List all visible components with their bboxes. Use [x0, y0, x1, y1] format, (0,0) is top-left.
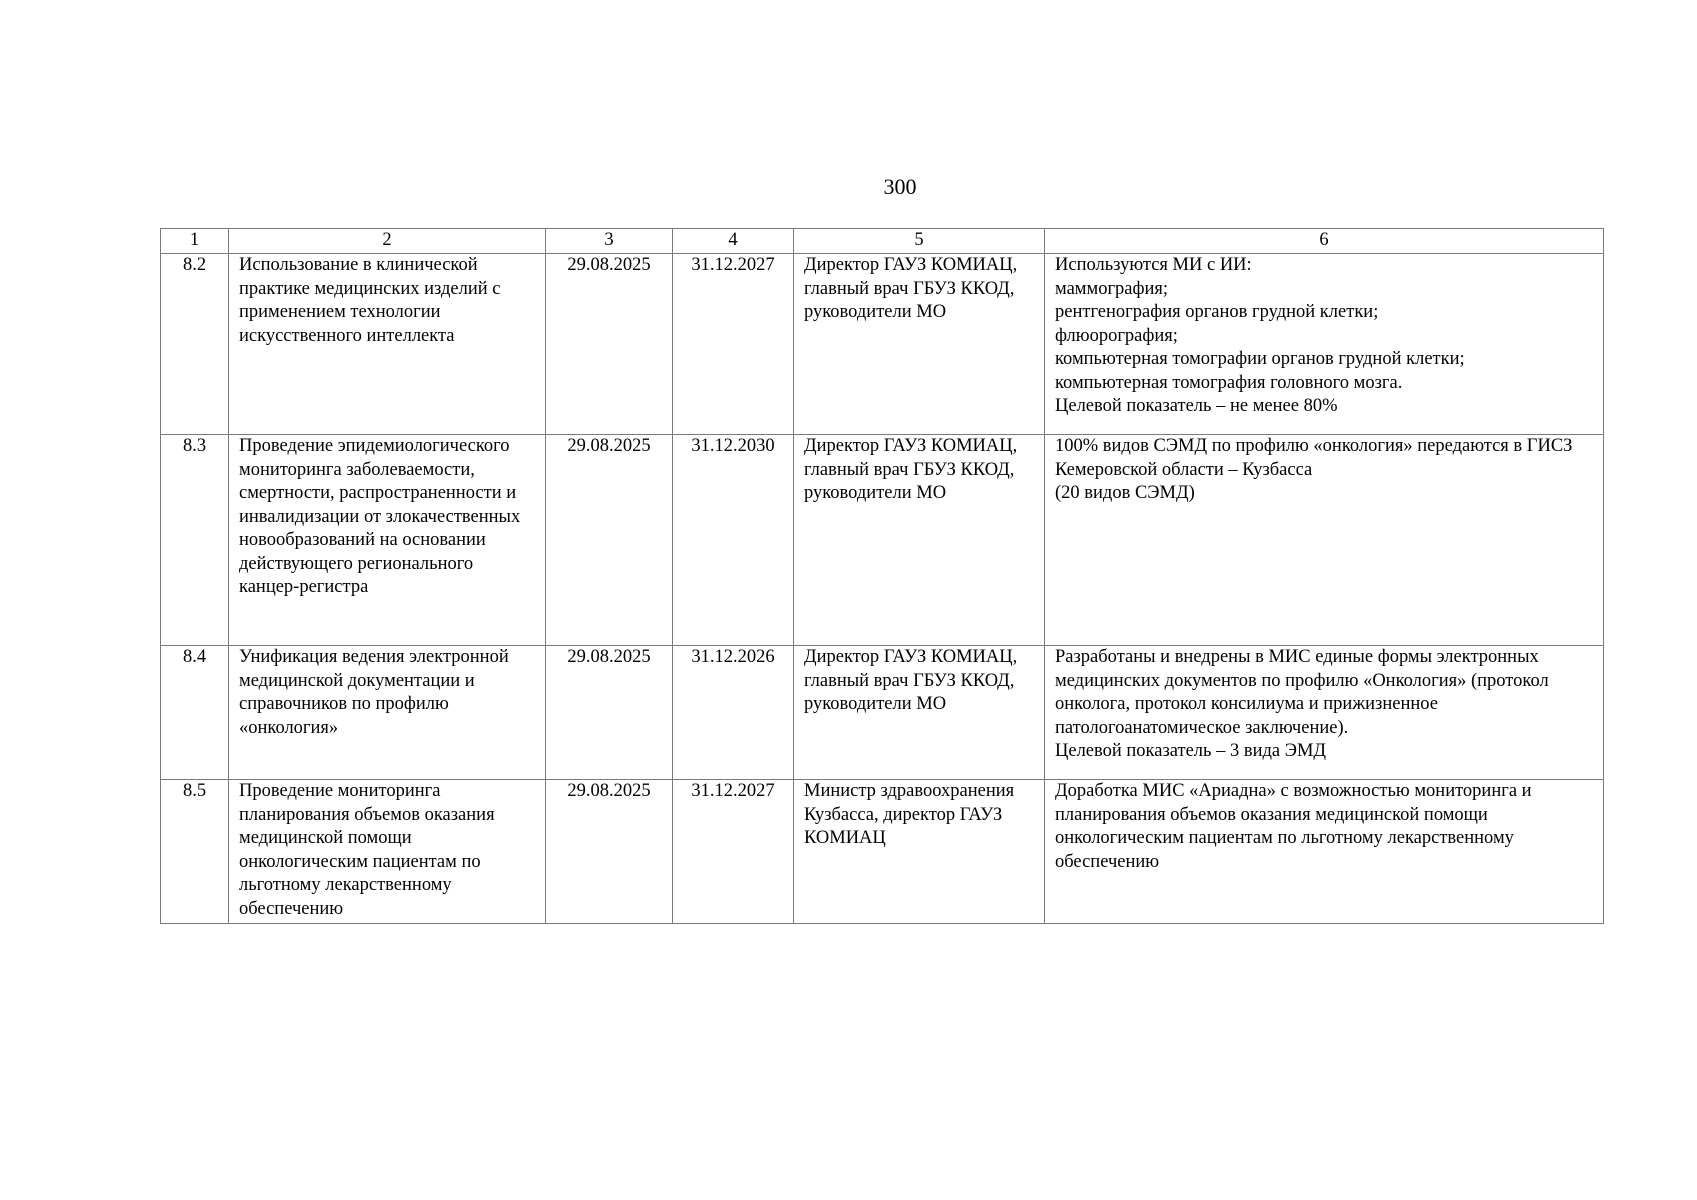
header-cell: 5	[794, 229, 1045, 254]
row-number: 8.2	[161, 254, 229, 435]
result-cell: Разработаны и внедрены в МИС единые формы электронных медицинских документов по профилю «Онкология» (протокол онколога, протокол консилиума и прижизненное патологоанатомическое заключение). Целевой показатель – 3 вида ЭМД	[1045, 646, 1604, 780]
start-date-cell: 29.08.2025	[546, 254, 673, 435]
result-cell: Доработка МИС «Ариадна» с возможностью мониторинга и планирования объемов оказания медицинской помощи онкологическим пациентам по льготному лекарственному обеспечению	[1045, 780, 1604, 924]
row-number: 8.4	[161, 646, 229, 780]
table-row	[161, 646, 1604, 780]
end-date-cell: 31.12.2027	[673, 254, 794, 435]
start-date-cell: 29.08.2025	[546, 646, 673, 780]
end-date-cell: 31.12.2030	[673, 435, 794, 646]
table-row	[161, 780, 1604, 924]
header-cell: 3	[546, 229, 673, 254]
measures-table	[160, 228, 1604, 924]
responsible-cell: Директор ГАУЗ КОМИАЦ, главный врач ГБУЗ ККОД, руководители МО	[794, 254, 1045, 435]
result-cell: 100% видов СЭМД по профилю «онкология» передаются в ГИСЗ Кемеровской области – Кузбасса (20 видов СЭМД)	[1045, 435, 1604, 646]
result-cell: Используются МИ с ИИ: маммография; рентгенография органов грудной клетки; флюорография; компьютерная томографии органов грудной клетки; компьютерная томография головного мозга. Целевой показатель – не менее 80%	[1045, 254, 1604, 435]
header-cell: 4	[673, 229, 794, 254]
activity-cell: Проведение эпидемиологического мониторинга заболеваемости, смертности, распространенности и инвалидизации от злокачественных новообразований на основании действующего регионального канцер-регистра	[229, 435, 546, 646]
end-date-cell: 31.12.2026	[673, 646, 794, 780]
header-row	[161, 229, 1604, 254]
end-date-cell: 31.12.2027	[673, 780, 794, 924]
header-cell: 6	[1045, 229, 1604, 254]
row-number: 8.5	[161, 780, 229, 924]
responsible-cell: Министр здравоохранения Кузбасса, директор ГАУЗ КОМИАЦ	[794, 780, 1045, 924]
table-row	[161, 254, 1604, 435]
activity-cell: Унификация ведения электронной медицинской документации и справочников по профилю «онкология»	[229, 646, 546, 780]
start-date-cell: 29.08.2025	[546, 780, 673, 924]
activity-cell: Использование в клинической практике медицинских изделий с применением технологии искусственного интеллекта	[229, 254, 546, 435]
header-cell: 2	[229, 229, 546, 254]
table-row	[161, 435, 1604, 646]
activity-cell: Проведение мониторинга планирования объемов оказания медицинской помощи онкологическим пациентам по льготному лекарственному обеспечению	[229, 780, 546, 924]
header-cell: 1	[161, 229, 229, 254]
responsible-cell: Директор ГАУЗ КОМИАЦ, главный врач ГБУЗ ККОД, руководители МО	[794, 435, 1045, 646]
page-number: 300	[883, 174, 917, 199]
start-date-cell: 29.08.2025	[546, 435, 673, 646]
responsible-cell: Директор ГАУЗ КОМИАЦ, главный врач ГБУЗ ККОД, руководители МО	[794, 646, 1045, 780]
row-number: 8.3	[161, 435, 229, 646]
